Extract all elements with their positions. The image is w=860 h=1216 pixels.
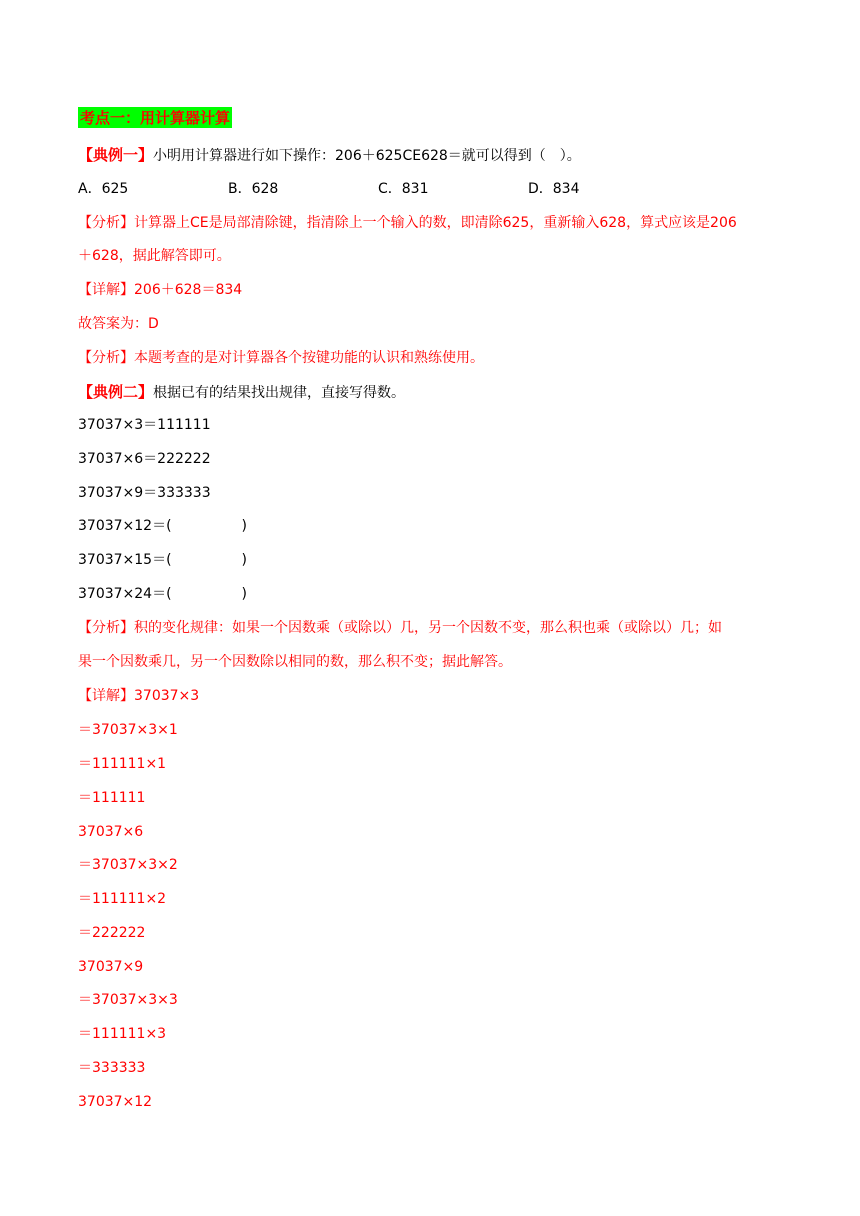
example1-detail-tag: 【详解】 <box>78 282 134 298</box>
calc-step: 37037×6 <box>78 824 144 840</box>
example2-question: 根据已有的结果找出规律，直接写得数。 <box>153 385 406 401</box>
example2-analysis-text1: 积的变化规律：如果一个因数乘（或除以）几，另一个因数不变，那么积也乘（或除以）几；如 <box>134 620 722 636</box>
given-equation: 37037×9＝333333 <box>78 485 211 501</box>
calc-step: ＝37037×3×3 <box>78 992 178 1008</box>
example1-comment: 本题考查的是对计算器各个按键功能的认识和熟练使用。 <box>134 350 484 366</box>
calc-step: ＝111111×2 <box>78 891 167 907</box>
calc-step: ＝333333 <box>78 1060 146 1076</box>
example1-analysis-text1: 计算器上CE是局部清除键，指清除上一个输入的数，即清除625，重新输入628，算式应该是206 <box>134 215 737 231</box>
example2-analysis-line1 <box>78 618 722 638</box>
example2-analysis-tag: 【分析】 <box>78 620 134 636</box>
option-d: D．834 <box>528 181 580 197</box>
section-heading: 考点一：用计算器计算 <box>80 109 231 127</box>
option-a: A．625 <box>78 181 129 197</box>
example1-tag: 【典例一】 <box>78 146 154 164</box>
example1-options <box>78 179 580 199</box>
calc-step: 37037×3 <box>134 688 200 704</box>
blank-equation: 37037×12＝( ) <box>78 518 248 534</box>
calc-step: ＝37037×3×1 <box>78 722 178 738</box>
example2-analysis-text2: 果一个因数乘几，另一个因数除以相同的数，那么积不变；据此解答。 <box>78 654 512 670</box>
example2-question-line <box>78 382 405 403</box>
example1-comment-line <box>78 348 484 368</box>
option-c: C．831 <box>378 181 429 197</box>
example1-analysis-line2 <box>78 246 231 266</box>
example1-analysis-text2: ＋628，据此解答即可。 <box>78 248 231 264</box>
blank-equation: 37037×24＝( ) <box>78 586 248 602</box>
example2-detail-line <box>78 686 199 706</box>
example1-detail-line <box>78 280 242 300</box>
example1-question-line <box>78 145 581 166</box>
example1-detail: 206＋628＝834 <box>134 282 243 298</box>
example1-answer: 故答案为：D <box>78 316 159 332</box>
calc-step: ＝222222 <box>78 925 146 941</box>
calc-step: 37037×12 <box>78 1094 153 1110</box>
example2-tag: 【典例二】 <box>78 383 154 401</box>
given-equation: 37037×6＝222222 <box>78 451 211 467</box>
blank-equation: 37037×15＝( ) <box>78 552 248 568</box>
calc-step: ＝37037×3×2 <box>78 857 178 873</box>
example2-detail-tag: 【详解】 <box>78 688 134 704</box>
example2-analysis-line2 <box>78 652 512 672</box>
section-heading-line <box>78 108 232 129</box>
calc-step: ＝111111×3 <box>78 1026 167 1042</box>
calc-step: ＝111111×1 <box>78 756 167 772</box>
option-b: B．628 <box>228 181 279 197</box>
example1-question: 小明用计算器进行如下操作：206＋625CE628＝就可以得到（ ）。 <box>153 148 581 164</box>
example1-analysis-line1 <box>78 213 737 233</box>
example1-analysis-tag: 【分析】 <box>78 215 134 231</box>
given-equation: 37037×3＝111111 <box>78 417 211 433</box>
calc-step: 37037×9 <box>78 959 144 975</box>
calc-step: ＝111111 <box>78 790 146 806</box>
example1-comment-tag: 【分析】 <box>78 350 134 366</box>
